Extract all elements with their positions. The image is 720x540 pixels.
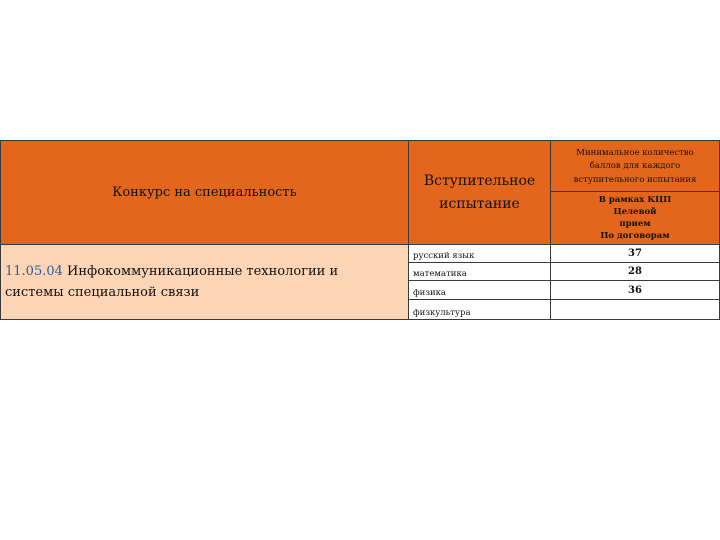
header-min-line3: вступительного испытания [573,174,697,185]
subject-label: физкультура [413,308,471,318]
header-kcp-line2: Целевой [613,207,657,217]
score-value: 28 [628,266,642,277]
subject-cell [408,299,551,320]
header-min-line1: Минимальное количество [576,147,694,158]
subject-cell [408,244,551,263]
score-cell [550,262,720,281]
subject-cell [408,262,551,281]
score-cell [550,299,720,320]
header-kcp [550,191,720,245]
header-kcp-line3: прием [619,219,651,229]
subject-label: русский язык [413,251,475,261]
specialty-code: 11.05.04 [5,264,63,279]
header-competition-label: Конкурс на специальность [112,185,297,200]
score-value: 37 [628,248,642,259]
subject-cell [408,280,551,300]
admission-table [0,140,720,320]
header-exam-line1: Вступительное [423,172,536,189]
score-cell [550,280,720,300]
header-min-score [550,140,720,192]
header-kcp-line4: По договорам [600,231,670,241]
header-kcp-line1: В рамках КЦП [598,195,672,205]
subject-label: математика [413,269,467,279]
specialty-cell [0,244,409,320]
specialty-name-line1: Инфокоммуникационные технологии и [67,264,339,279]
header-exam [408,140,551,245]
subject-label: физика [413,288,446,298]
score-value: 36 [628,284,642,296]
header-exam-line2: испытание [439,195,520,212]
header-min-line2: баллов для каждого [589,161,681,172]
specialty-name-line2: системы специальной связи [5,285,200,300]
score-cell [550,244,720,263]
header-competition [0,140,409,245]
